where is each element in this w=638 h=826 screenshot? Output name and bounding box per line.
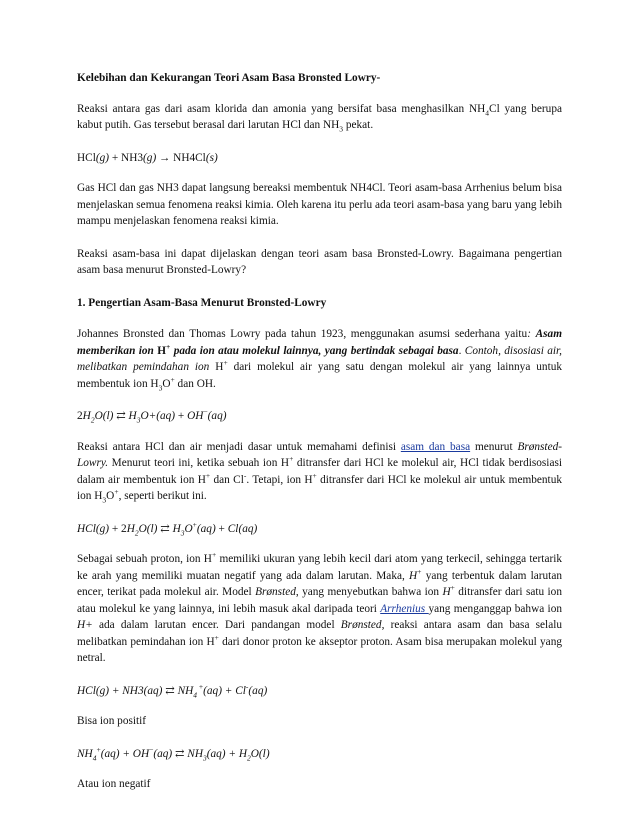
equation-2: $2H_2O(l)$ ⇄ $H_3O+(aq) + OH^-(aq)$ xyxy=(77,407,227,425)
equation-3: $HCl(g) + 2H_2O(l)$ ⇄ $H_3O^+(aq) + Cl(aq)$ xyxy=(77,519,258,537)
link-asam-dan-basa[interactable]: asam dan basa xyxy=(400,440,471,453)
equation-5: $NH_4^+(aq) + OH^-(aq)$ ⇄ $NH_3(aq) + H_2O(l)$ xyxy=(77,744,270,762)
document-title: Kelebihan dan Kekurangan Teori Asam Basa Bronsted Lowry- xyxy=(77,72,381,84)
paragraph-3: Reaksi asam-basa ini dapat dijelaskan dengan teori asam basa Bronsted-Lowry. Bagaimana pengertian asam basa menurut Bronsted-Lowry? xyxy=(77,247,562,276)
paragraph-5: Reaksi antara HCl dan air menjadi dasar untuk memahami definisi asam dan basa menurut Brønsted-Lowry. Menurut teori ini, ketika sebuah ion H+ ditransfer dari HCl ke molekul air, HCl tidak berdisosiasi dalam air membentuk ion H+ dan Cl-. Tetapi, ion H+ ditransfer dari HCl ke molekul air untuk membentuk ion $H_3O^+$, seperti berikut ini. xyxy=(77,440,562,505)
paragraph-4: Johannes Bronsted dan Thomas Lowry pada tahun 1923, menggunakan asumsi sederhana yaitu: Asam memberikan ion H+ pada ion atau molekul lainnya, yang bertindak sebagai basa. Contoh, disosiasi air, melibatkan pemindahan ion H+ dari molekul air yang satu dengan molekul air yang lainnya untuk membentuk ion $H_3O^+$ dan OH. xyxy=(77,328,563,392)
paragraph-7: Bisa ion positif xyxy=(77,715,147,727)
equation-1: HCl(g) + NH3(g) → NH4Cl(s) xyxy=(77,151,218,164)
section-heading: 1. Pengertian Asam-Basa Menurut Bronsted-Lowry xyxy=(77,296,327,309)
equation-4: HCl(g) + NH3(aq) ⇄ $NH_4$ +(aq) + Cl-(aq) xyxy=(77,681,268,699)
document-body xyxy=(77,70,562,809)
paragraph-8: Atau ion negatif xyxy=(77,778,151,790)
paragraph-2: Gas HCl dan gas NH3 dapat langsung bereaksi membentuk NH4Cl. Teori asam-basa Arrhenius belum bisa menjelaskan semua fenomena reaksi kimia. Oleh karena itu perlu ada teori asam-basa yang baru yang lebih mampu menjelaskan fenomena reaksi kimia. xyxy=(77,182,562,227)
link-arrhenius[interactable]: Arrhenius xyxy=(380,602,429,615)
paragraph-1: Reaksi antara gas dari asam klorida dan amonia yang bersifat basa menghasilkan $NH_4Cl$ yang berupa kabut putih. Gas tersebut berasal dari larutan HCl dan $NH_3$ pekat. xyxy=(77,102,562,134)
paragraph-6: Sebagai sebuah proton, ion H+ memiliki ukuran yang lebih kecil dari atom yang terkecil, sehingga tertarik ke arah yang memiliki muatan negatif yang ada dalam larutan. Maka, H+ yang terbentuk dalam larutan encer, terikat pada molekul air. Model Brønsted, yang menyebutkan bahwa ion H+ ditransfer dari satu ion atau molekul ke yang lainnya, ini lebih masuk akal daripada teori Arrhenius yang menganggap bahwa ion H+ ada dalam larutan encer. Dari pandangan model Brønsted, reaksi antara asam dan basa selalu melibatkan pemindahan ion H+ dari donor proton ke akseptor proton. Asam bisa merupakan molekul yang netral. xyxy=(77,550,563,664)
